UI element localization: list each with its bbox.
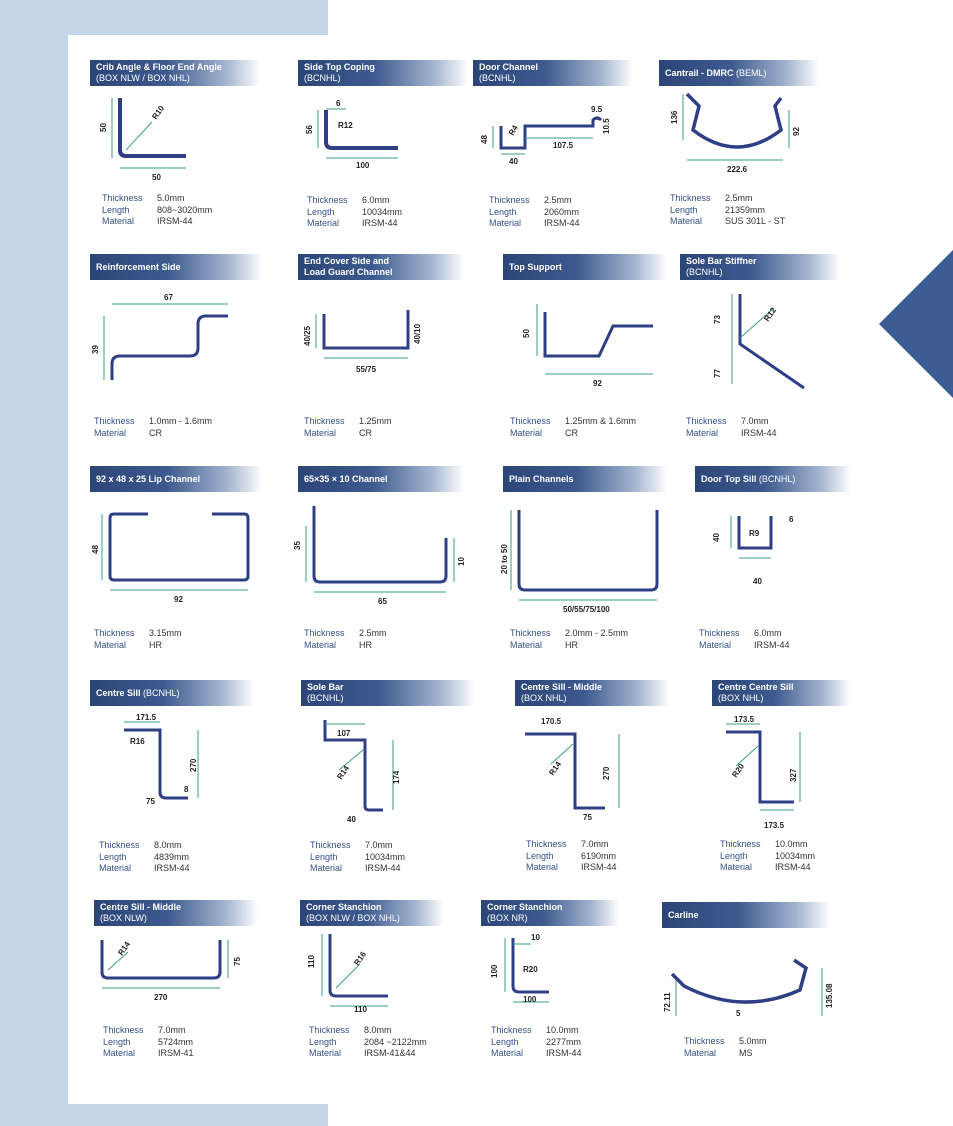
profile-diagram	[515, 710, 685, 840]
spec-key: Material	[94, 427, 127, 438]
dimension-label: R12	[338, 121, 353, 130]
card-title: End Cover Side and	[304, 256, 390, 266]
spec-value: 8.0mm	[364, 1025, 392, 1035]
card-title-text: Centre Sill	[96, 687, 141, 698]
spec-key: Thickness	[491, 1025, 532, 1035]
dimension-label: 48	[91, 545, 100, 554]
spec-key: Thickness	[103, 1025, 144, 1035]
spec-key: Thickness	[686, 416, 727, 426]
dimension-label: 75	[583, 813, 592, 822]
spec-value: 5.0mm	[739, 1036, 767, 1046]
card-header	[301, 680, 475, 706]
dimension-label: 107.5	[553, 141, 574, 150]
spec-key: Length	[307, 206, 335, 217]
spec-key: Thickness	[720, 839, 761, 849]
spec-value: IRSM-44	[581, 862, 617, 872]
card-header	[515, 680, 669, 706]
spec-list	[310, 840, 405, 875]
profile-diagram	[298, 284, 468, 414]
dimension-label: R14	[547, 759, 564, 778]
spec-key: Material	[670, 216, 703, 226]
spec-value: SUS 301L - ST	[725, 216, 786, 226]
card-subtitle: (BEML)	[736, 67, 767, 78]
spec-value: IRSM-44	[754, 639, 790, 650]
dimension-label: R4	[506, 123, 520, 137]
spec-value: 5.0mm	[157, 193, 185, 203]
dimension-label: 171.5	[136, 713, 157, 722]
spec-value: 10.0mm	[775, 839, 808, 849]
card-header	[90, 680, 254, 706]
spec-value: IRSM-41	[158, 1048, 194, 1058]
spec-value: IRSM-44	[544, 218, 580, 228]
spec-value: CR	[565, 427, 578, 438]
spec-value: 6.0mm	[754, 628, 782, 638]
spec-key: Thickness	[99, 840, 140, 850]
card-title: Centre Centre Sill	[718, 682, 794, 692]
card-header	[712, 680, 850, 706]
dimension-label: R14	[335, 763, 352, 782]
profile-diagram	[293, 496, 468, 626]
card-title: Side Top Coping	[304, 62, 375, 72]
card-header	[659, 60, 819, 86]
dimension-label: R10	[150, 103, 167, 122]
card-header	[503, 466, 667, 492]
dimension-label: 77	[713, 369, 722, 378]
card-header	[90, 466, 262, 492]
dimension-label: 8	[184, 785, 189, 794]
spec-value: IRSM-44	[157, 216, 193, 226]
spec-key: Length	[99, 851, 127, 862]
card-header	[662, 902, 830, 928]
product-card	[298, 254, 498, 454]
dimension-label: 173.5	[734, 715, 755, 724]
spec-key: Length	[720, 850, 748, 861]
spec-key: Material	[99, 863, 132, 873]
spec-value: 2.5mm	[725, 193, 753, 203]
spec-value: IRSM-44	[362, 218, 398, 228]
spec-key: Length	[489, 206, 517, 217]
spec-value: 6.0mm	[362, 195, 390, 205]
product-card	[500, 466, 703, 666]
spec-value: 8.0mm	[154, 840, 182, 850]
spec-value: 2277mm	[546, 1036, 582, 1047]
profile-diagram	[712, 710, 882, 840]
product-card	[659, 60, 859, 260]
card-title: Sole Bar	[307, 682, 344, 692]
product-card	[481, 900, 681, 1100]
spec-key: Length	[310, 851, 338, 862]
spec-list	[510, 416, 636, 439]
spec-value: HR	[149, 639, 162, 650]
spec-list	[99, 840, 190, 875]
spec-key: Material	[699, 639, 732, 650]
dimension-label: 110	[307, 955, 316, 968]
dimension-label: 10	[531, 933, 540, 942]
spec-value: 10034mm	[362, 206, 403, 217]
dimension-label: 100	[523, 995, 537, 1004]
dimension-label: 75	[146, 797, 155, 806]
dimension-label: 50	[99, 123, 108, 132]
card-title: Top Support	[509, 261, 562, 272]
card-subtitle: (BOX NLW / BOX NHL)	[96, 73, 190, 83]
spec-key: Material	[94, 639, 127, 650]
spec-value: 7.0mm	[365, 840, 393, 850]
card-title: Sole Bar Stiffner	[686, 256, 757, 266]
card-header	[298, 60, 468, 86]
product-card	[662, 902, 862, 1102]
spec-key: Material	[491, 1048, 524, 1058]
background-band-bottom	[0, 1104, 328, 1126]
spec-key: Material	[103, 1048, 136, 1058]
product-card	[515, 680, 715, 880]
dimension-label: 55/75	[356, 365, 377, 374]
product-card	[300, 900, 500, 1100]
spec-key: Thickness	[307, 195, 348, 205]
card-title-text: Cantrail - DMRC	[665, 67, 734, 78]
spec-key: Material	[489, 218, 522, 228]
dimension-label: 5	[736, 1009, 741, 1018]
spec-value: 808~3020mm	[157, 204, 213, 215]
spec-value: 7.0mm	[581, 839, 609, 849]
spec-value: 1.25mm & 1.6mm	[565, 416, 637, 426]
spec-key: Material	[309, 1048, 342, 1058]
card-subtitle: (BCNHL)	[686, 267, 723, 277]
spec-value: IRSM-41&44	[364, 1048, 416, 1058]
dimension-label: 170.5	[541, 717, 562, 726]
dimension-label: 40	[509, 157, 518, 166]
spec-value: 7.0mm	[158, 1025, 186, 1035]
card-title: Door Channel	[479, 62, 539, 72]
profile-diagram	[680, 284, 850, 414]
dimension-label: 48	[480, 135, 489, 144]
dimension-label: 40	[753, 577, 762, 586]
dimension-label: 40/25	[303, 325, 312, 346]
dimension-label: R9	[749, 529, 760, 538]
spec-value: 7.0mm	[741, 416, 769, 426]
dimension-label: 20 to 50	[500, 544, 509, 574]
dimension-label: 50	[152, 173, 161, 182]
card-title: Crib Angle & Floor End Angle	[96, 62, 222, 72]
card-subtitle: (BOX NLW)	[100, 913, 147, 923]
spec-key: Material	[102, 216, 135, 226]
card-subtitle: (BCNHL)	[758, 473, 796, 484]
spec-list	[307, 195, 402, 230]
spec-value: HR	[359, 639, 372, 650]
dimension-label: 75	[233, 957, 242, 966]
spec-value: CR	[359, 427, 372, 438]
product-card	[90, 680, 290, 880]
dimension-label: R14	[116, 939, 133, 958]
dimension-label: 92	[174, 595, 183, 604]
card-header	[503, 254, 667, 280]
spec-value: 10034mm	[775, 850, 816, 861]
dimension-label: 10.5	[602, 118, 611, 134]
spec-value: 6190mm	[581, 850, 617, 861]
spec-value: 1.0mm - 1.6mm	[149, 416, 213, 426]
spec-list	[489, 195, 580, 230]
profile-diagram	[90, 710, 260, 840]
dimension-label: 50	[522, 329, 531, 338]
card-subtitle: (BOX NHL)	[521, 693, 567, 703]
dimension-label: 10	[457, 557, 466, 566]
spec-key: Thickness	[526, 839, 567, 849]
spec-list	[304, 416, 392, 439]
spec-key: Thickness	[304, 416, 345, 426]
spec-key: Material	[686, 427, 719, 438]
spec-list	[309, 1025, 427, 1060]
dimension-label: 270	[189, 758, 198, 772]
profile-diagram	[90, 284, 260, 414]
card-title: Corner Stanchion	[306, 902, 382, 912]
dimension-label: 173.5	[764, 821, 785, 830]
dimension-label: 39	[91, 345, 100, 354]
card-subtitle: (BOX NR)	[487, 913, 528, 923]
spec-key: Material	[684, 1047, 717, 1058]
dimension-label: 174	[392, 770, 401, 784]
profile-diagram	[90, 496, 260, 626]
product-card	[473, 60, 673, 260]
spec-list	[94, 416, 212, 439]
spec-key: Material	[720, 862, 753, 872]
spec-key: Thickness	[510, 628, 551, 638]
dimension-label: 110	[354, 1005, 367, 1014]
spec-value: 21359mm	[725, 204, 766, 215]
spec-value: 2.0mm - 2.5mm	[565, 628, 629, 638]
spec-key: Material	[310, 863, 343, 873]
spec-key: Material	[510, 639, 543, 650]
spec-key: Thickness	[94, 628, 135, 638]
spec-list	[670, 193, 785, 228]
dimension-label: 270	[602, 766, 611, 780]
dimension-label: R20	[730, 761, 747, 780]
spec-key: Length	[491, 1036, 519, 1047]
card-header	[94, 900, 258, 926]
spec-key: Length	[102, 204, 130, 215]
spec-key: Thickness	[309, 1025, 350, 1035]
card-title-text: Door Top Sill	[701, 473, 757, 484]
spec-value: 10.0mm	[546, 1025, 579, 1035]
dimension-label: 6	[789, 515, 794, 524]
spec-value: CR	[149, 427, 162, 438]
card-title: Carline	[668, 909, 699, 920]
spec-value: IRSM-44	[365, 863, 401, 873]
spec-value: 1.25mm	[359, 416, 392, 426]
card-title: 92 x 48 x 25 Lip Channel	[96, 473, 201, 484]
product-card	[90, 466, 290, 666]
spec-key: Thickness	[310, 840, 351, 850]
spec-list	[686, 416, 777, 439]
spec-value: IRSM-44	[775, 862, 811, 872]
dimension-label: 270	[154, 993, 168, 1002]
dimension-label: 72.11	[663, 992, 672, 1012]
background-band-left	[0, 0, 68, 1126]
spec-value: 5724mm	[158, 1036, 194, 1047]
dimension-label: 92	[593, 379, 602, 388]
dimension-label: 9.5	[591, 105, 603, 114]
spec-key: Thickness	[670, 193, 711, 203]
card-title	[665, 68, 813, 79]
dimension-label: 100	[356, 161, 370, 170]
spec-value: IRSM-44	[741, 427, 777, 438]
dimension-label: 65	[378, 597, 387, 606]
card-subtitle: Load Guard Channel	[304, 267, 393, 277]
card-header	[298, 254, 464, 280]
spec-key: Thickness	[510, 416, 551, 426]
spec-value: 2.5mm	[359, 628, 387, 638]
card-header	[298, 466, 464, 492]
product-card	[293, 466, 498, 666]
spec-value: 10034mm	[365, 851, 406, 862]
dimension-label: 92	[792, 127, 801, 136]
card-subtitle: (BOX NLW / BOX NHL)	[306, 913, 400, 923]
spec-value: MS	[739, 1047, 753, 1058]
card-title: 65×35 × 10 Channel	[304, 473, 388, 484]
spec-key: Material	[510, 427, 543, 438]
card-subtitle: (BCNHL)	[307, 693, 344, 703]
spec-list	[526, 839, 617, 874]
spec-value: 4839mm	[154, 851, 190, 862]
dimension-label: R12	[762, 305, 779, 324]
spec-key: Thickness	[489, 195, 530, 205]
profile-diagram	[695, 496, 851, 626]
spec-key: Length	[670, 204, 698, 215]
spec-value: IRSM-44	[154, 863, 190, 873]
spec-list	[720, 839, 815, 874]
dimension-label: 35	[293, 541, 302, 550]
card-header	[695, 466, 851, 492]
card-header	[481, 900, 619, 926]
spec-key: Thickness	[94, 416, 135, 426]
spec-list	[94, 628, 182, 651]
dimension-label: 327	[789, 768, 798, 782]
card-header	[90, 254, 262, 280]
dimension-label: 6	[336, 99, 341, 108]
dimension-label: 40	[347, 815, 356, 824]
product-card	[301, 680, 501, 880]
product-card	[90, 254, 290, 454]
card-subtitle: (BCNHL)	[479, 73, 516, 83]
dimension-label: 100	[490, 964, 499, 978]
spec-list	[491, 1025, 582, 1060]
product-card	[503, 254, 703, 454]
spec-value: IRSM-44	[546, 1048, 582, 1058]
spec-key: Thickness	[684, 1036, 725, 1046]
card-subtitle: (BCNHL)	[304, 73, 341, 83]
spec-list	[304, 628, 387, 651]
spec-value: 2060mm	[544, 206, 580, 217]
card-header	[473, 60, 633, 86]
spec-list	[684, 1036, 767, 1059]
spec-key: Material	[307, 218, 340, 228]
dimension-label: 50/55/75/100	[563, 605, 610, 614]
card-header	[90, 60, 260, 86]
product-card	[712, 680, 912, 880]
card-title: Plain Channels	[509, 473, 574, 484]
spec-key: Length	[526, 850, 554, 861]
card-title: Reinforcement Side	[96, 261, 181, 272]
card-title: Centre Sill - Middle	[100, 902, 182, 912]
product-card	[695, 466, 895, 666]
card-title: Corner Stanchion	[487, 902, 563, 912]
dimension-label: 107	[337, 729, 351, 738]
product-card	[680, 254, 880, 454]
spec-value: 2084 ~2122mm	[364, 1036, 427, 1047]
card-title	[701, 474, 845, 485]
spec-list	[510, 628, 628, 651]
profile-diagram	[301, 710, 471, 840]
spec-key: Material	[526, 862, 559, 872]
profile-diagram	[500, 496, 673, 626]
triangle-arrow-icon	[879, 250, 953, 398]
dimension-label: 40/10	[413, 323, 422, 344]
spec-list	[103, 1025, 194, 1060]
spec-key: Thickness	[699, 628, 740, 638]
spec-key: Length	[309, 1036, 337, 1047]
card-subtitle: (BOX NHL)	[718, 693, 764, 703]
dimension-label: 40	[712, 533, 721, 542]
card-header	[300, 900, 444, 926]
product-card	[298, 60, 498, 260]
dimension-label: R16	[130, 737, 145, 746]
product-card	[90, 60, 290, 260]
spec-value: 3.15mm	[149, 628, 182, 638]
dimension-label: 73	[713, 315, 722, 324]
spec-key: Length	[103, 1036, 131, 1047]
spec-key: Material	[304, 639, 337, 650]
dimension-label: R20	[523, 965, 538, 974]
dimension-label: 135.08	[825, 983, 834, 1008]
spec-value: 2.5mm	[544, 195, 572, 205]
product-card	[94, 900, 294, 1100]
card-title	[96, 688, 248, 699]
profile-diagram	[503, 284, 673, 414]
spec-value: HR	[565, 639, 578, 650]
spec-key: Material	[304, 427, 337, 438]
dimension-label: R16	[352, 949, 369, 968]
spec-list	[102, 193, 212, 228]
card-header	[680, 254, 840, 280]
dimension-label: 56	[305, 125, 314, 134]
spec-key: Thickness	[304, 628, 345, 638]
dimension-label: 136	[670, 110, 679, 124]
dimension-label: 222.6	[727, 165, 748, 174]
card-subtitle: (BCNHL)	[143, 687, 180, 698]
spec-list	[699, 628, 790, 651]
card-title: Centre Sill - Middle	[521, 682, 603, 692]
dimension-label: 67	[164, 293, 173, 302]
spec-key: Thickness	[102, 193, 143, 203]
